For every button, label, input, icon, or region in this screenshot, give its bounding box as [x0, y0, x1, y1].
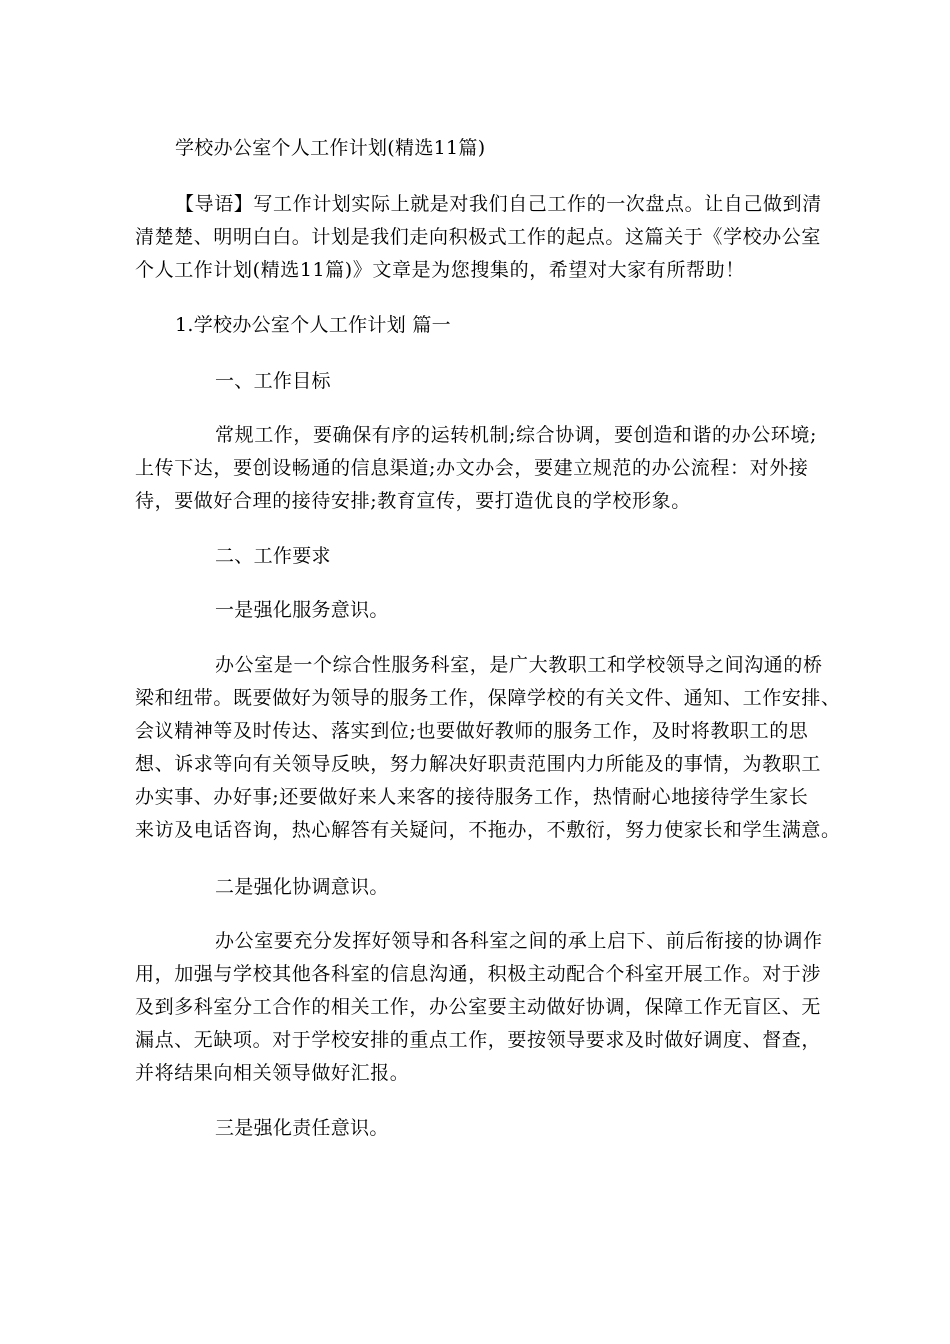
- item1-line: 办公室是一个综合性服务科室，是广大教职工和学校领导之间沟通的桥: [215, 654, 823, 676]
- item2-line: 漏点、无缺项。对于学校安排的重点工作，要按领导要求及时做好调度、督查，: [135, 1029, 822, 1051]
- item1-line: 办实事、办好事;还要做好来人来客的接待服务工作，热情耐心地接待学生家长: [135, 786, 809, 808]
- heading-goal: 一、工作目标: [215, 370, 331, 392]
- item2-line: 办公室要充分发挥好领导和各科室之间的承上启下、前后衔接的协调作: [215, 930, 823, 952]
- goal-line: 上传下达，要创设畅通的信息渠道;办文办会，要建立规范的办公流程：对外接: [135, 457, 809, 479]
- item2-title: 二是强化协调意识。: [215, 876, 389, 898]
- goal-line: 待，要做好合理的接待安排;教育宣传，要打造优良的学校形象。: [135, 490, 691, 512]
- document-title: 学校办公室个人工作计划(精选11篇): [175, 137, 486, 159]
- item2-paragraph: [135, 925, 823, 1090]
- item3-title: 三是强化责任意识。: [215, 1117, 389, 1139]
- goal-line: 常规工作，要确保有序的运转机制;综合协调，要创造和谐的办公环境;: [215, 424, 818, 446]
- intro-line: 清楚楚、明明白白。计划是我们走向积极式工作的起点。这篇关于《学校办公室: [135, 226, 822, 248]
- intro-line: 【导语】写工作计划实际上就是对我们自己工作的一次盘点。让自己做到清: [175, 193, 822, 215]
- item1-paragraph: [135, 649, 841, 847]
- item2-line: 用，加强与学校其他各科室的信息沟通，积极主动配合个科室开展工作。对于涉: [135, 963, 822, 985]
- heading-requirements: 二、工作要求: [215, 545, 331, 567]
- item1-line: 会议精神等及时传达、落实到位;也要做好教师的服务工作，及时将教职工的思: [135, 720, 809, 742]
- item1-line: 想、诉求等向有关领导反映，努力解决好职责范围内力所能及的事情，为教职工: [135, 753, 822, 775]
- goal-paragraph: [135, 419, 818, 518]
- item2-line: 并将结果向相关领导做好汇报。: [135, 1062, 410, 1084]
- item1-line: 梁和纽带。既要做好为领导的服务工作，保障学校的有关文件、通知、工作安排、: [135, 687, 841, 709]
- item2-line: 及到多科室分工合作的相关工作，办公室要主动做好协调，保障工作无盲区、无: [135, 996, 822, 1018]
- intro-paragraph: [135, 188, 822, 287]
- intro-line: 个人工作计划(精选11篇)》文章是为您搜集的，希望对大家有所帮助！: [135, 259, 745, 281]
- section-title: 1.学校办公室个人工作计划 篇一: [175, 314, 451, 336]
- item1-title: 一是强化服务意识。: [215, 599, 389, 621]
- item1-line: 来访及电话咨询，热心解答有关疑问，不拖办，不敷衍，努力使家长和学生满意。: [135, 819, 841, 841]
